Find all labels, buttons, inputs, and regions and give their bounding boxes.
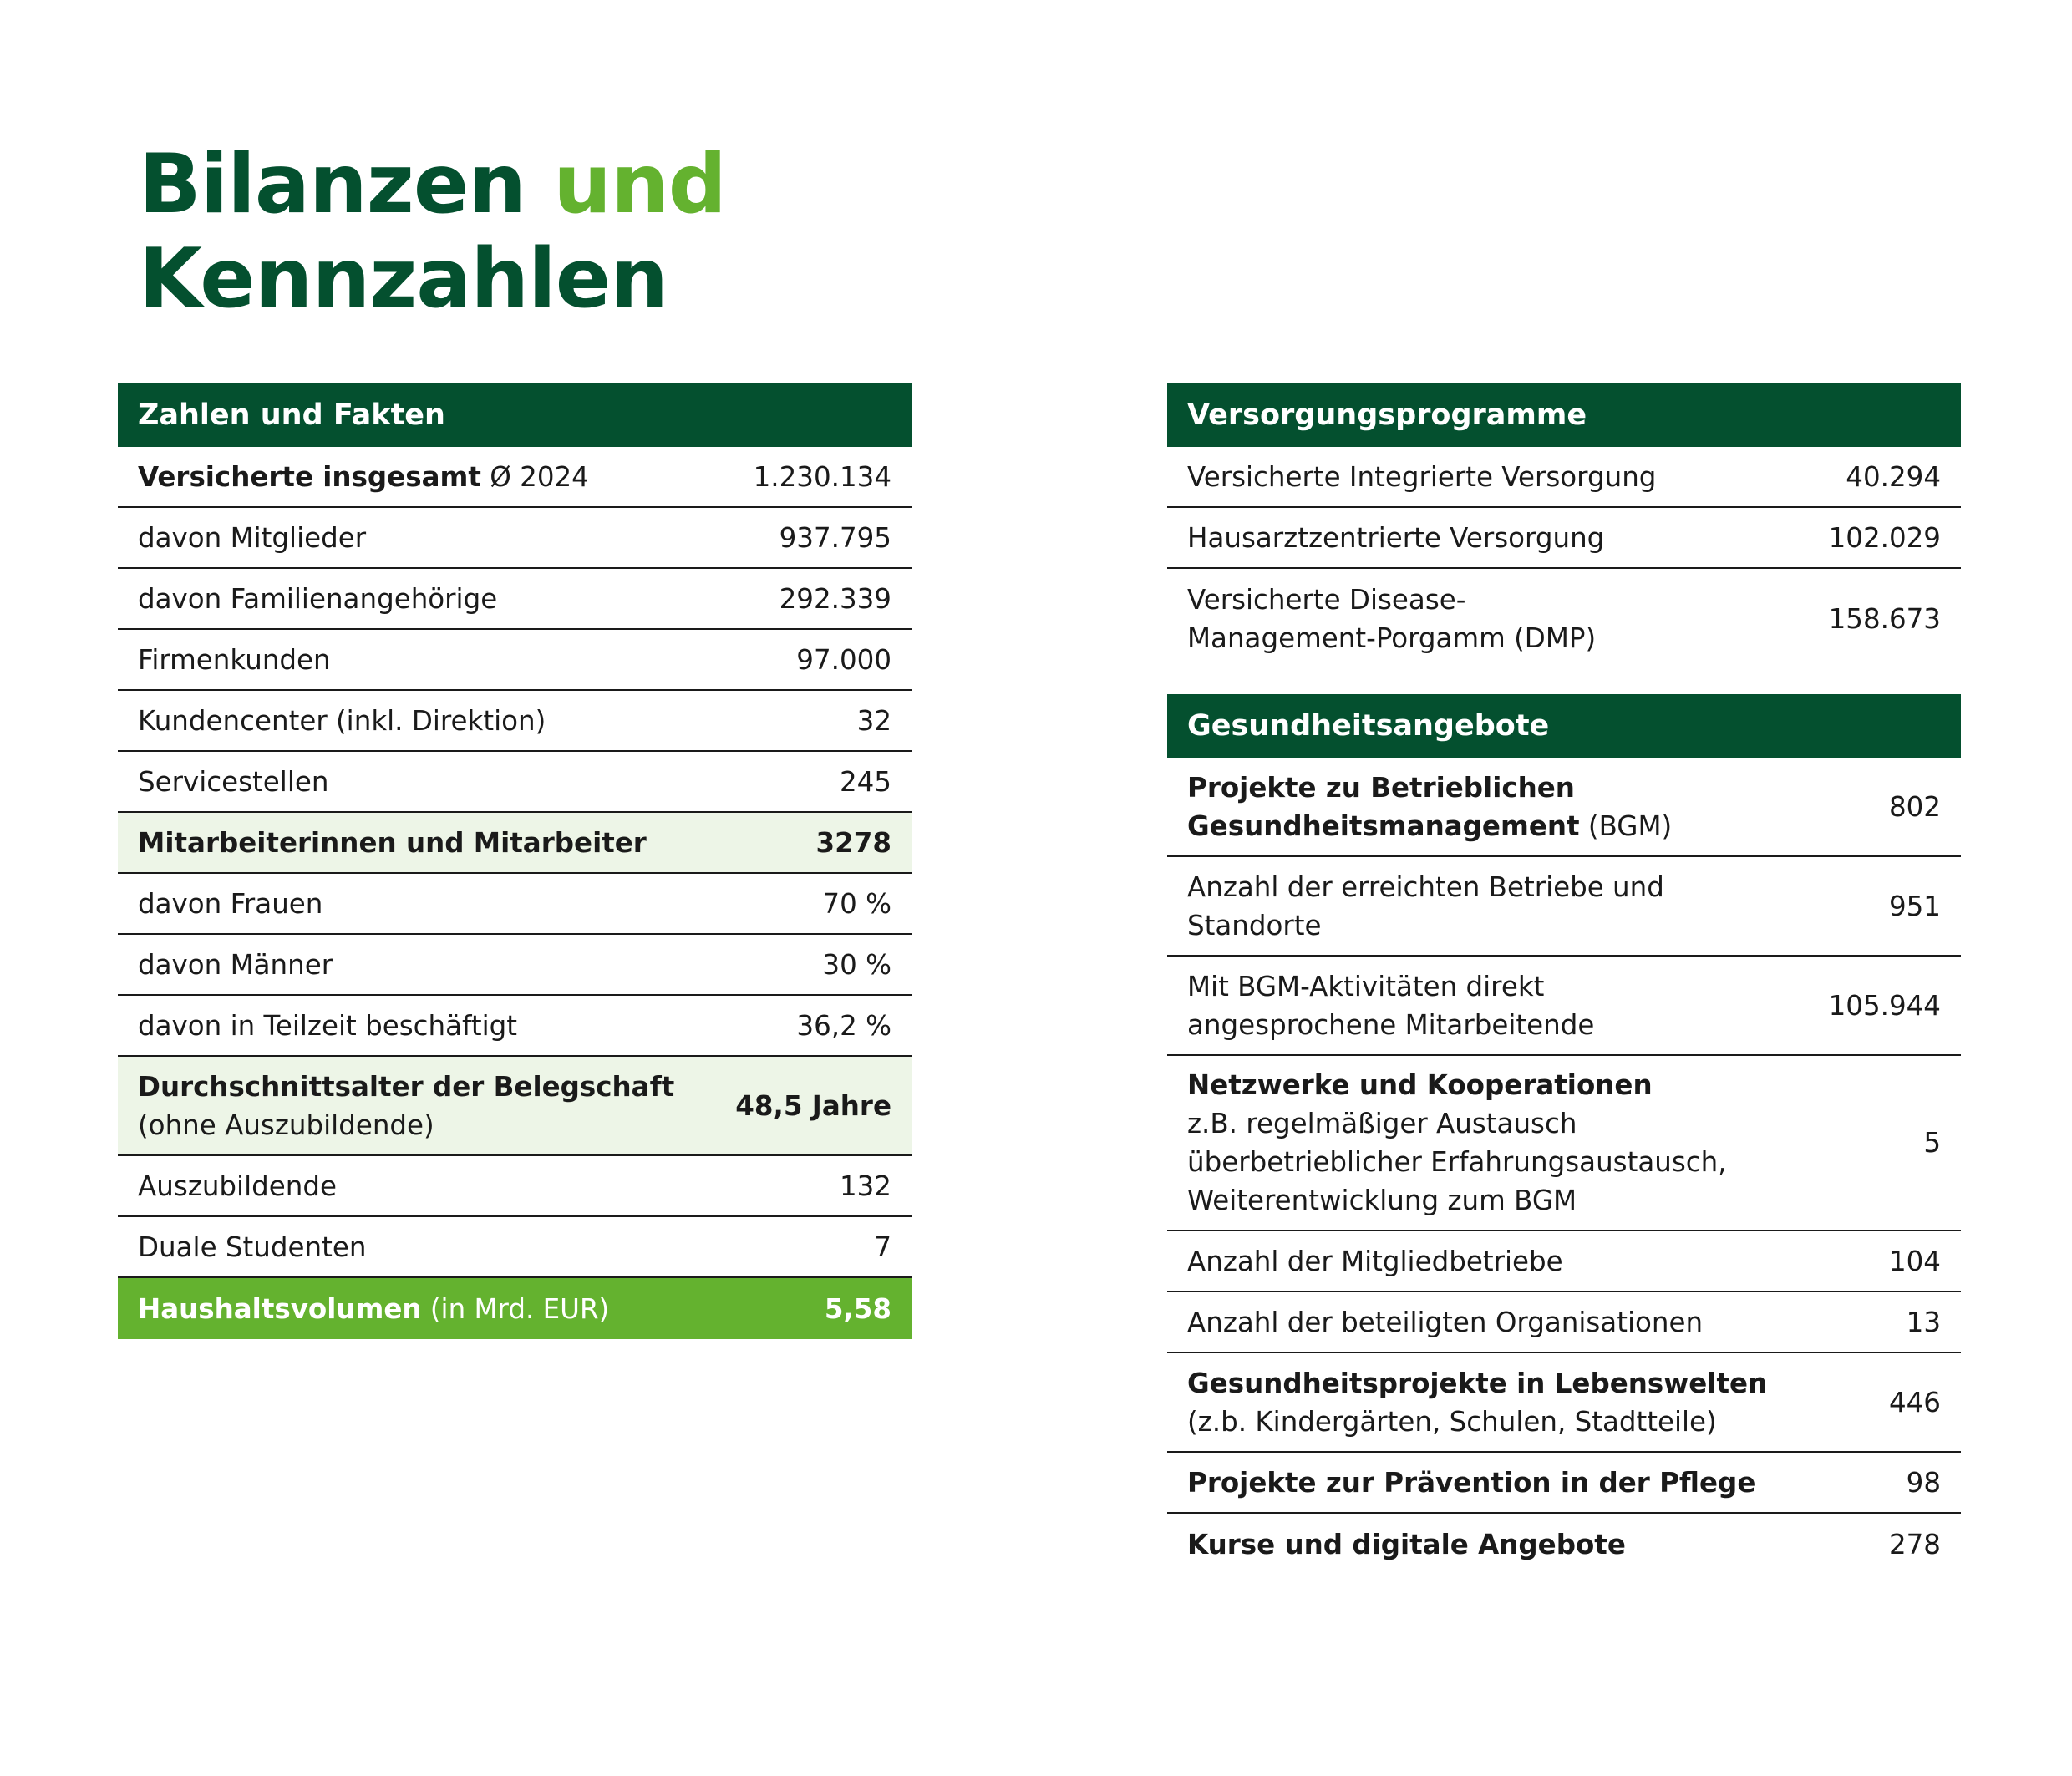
row-value: 30 %	[822, 948, 891, 981]
row-value: 7	[874, 1231, 891, 1263]
row-label: davon in Teilzeit beschäftigt	[138, 1009, 518, 1042]
table-row	[1167, 1514, 1961, 1575]
row-value: 98	[1906, 1466, 1941, 1499]
row-label: Auszubildende	[138, 1170, 337, 1202]
table-row-total	[118, 1278, 912, 1339]
row-value: 104	[1888, 1245, 1941, 1277]
row-label: Haushaltsvolumen (in Mrd. EUR)	[138, 1292, 610, 1325]
table-header: Gesundheitsangebote	[1167, 694, 1961, 758]
table-row	[1167, 1231, 1961, 1292]
row-label: Gesundheitsprojekte in Lebenswelten (z.b. Kindergärten, Schulen, Stadtteile)	[1187, 1367, 1768, 1438]
row-label: davon Männer	[138, 948, 333, 981]
table-row	[1167, 1353, 1961, 1453]
row-label: Kurse und digitale Angebote	[1187, 1528, 1626, 1560]
row-label: davon Mitglieder	[138, 521, 367, 554]
table-row	[118, 447, 912, 508]
table-row-highlighted	[118, 813, 912, 874]
title-word-bilanzen: Bilanzen	[139, 137, 526, 232]
row-value: 5	[1923, 1127, 1941, 1159]
table-header: Versorgungsprogramme	[1167, 383, 1961, 447]
table-row	[118, 935, 912, 996]
table-row	[118, 630, 912, 691]
row-label: Servicestellen	[138, 765, 329, 798]
row-value: 132	[839, 1170, 891, 1202]
row-label: Versicherte Integrierte Versorgung	[1187, 460, 1657, 493]
title-word-kennzahlen: Kennzahlen	[139, 231, 668, 327]
table-row	[118, 996, 912, 1057]
row-value: 32	[856, 704, 891, 737]
table-row	[118, 1156, 912, 1217]
row-value: 937.795	[779, 521, 891, 554]
row-value: 97.000	[796, 643, 891, 676]
row-label: Projekte zu Betrieblichen Gesundheitsmanagement (BGM)	[1187, 771, 1673, 842]
gesundheitsangebote-table	[1167, 694, 1961, 1575]
row-label: Duale Studenten	[138, 1231, 367, 1263]
row-label: Hausarztzentrierte Versorgung	[1187, 521, 1605, 554]
table-row	[1167, 569, 1961, 668]
row-label: Projekte zur Prävention in der Pflege	[1187, 1466, 1756, 1499]
row-label: Mitarbeiterinnen und Mitarbeiter	[138, 826, 647, 859]
table-row	[1167, 857, 1961, 957]
row-label: Versicherte Disease- Management-Porgamm (DMP)	[1187, 583, 1597, 654]
table-row	[1167, 447, 1961, 508]
row-label: Versicherte insgesamt Ø 2024	[138, 460, 589, 493]
row-value: 3278	[815, 826, 891, 859]
row-value: 5,58	[824, 1292, 891, 1325]
row-value: 278	[1888, 1528, 1941, 1560]
table-row	[1167, 1056, 1961, 1231]
table-header: Zahlen und Fakten	[118, 383, 912, 447]
row-value: 36,2 %	[796, 1009, 891, 1042]
table-row	[1167, 508, 1961, 569]
row-value: 40.294	[1846, 460, 1941, 493]
row-value: 158.673	[1828, 602, 1941, 635]
row-value: 446	[1888, 1386, 1941, 1418]
row-label: Durchschnittsalter der Belegschaft (ohne Auszubildende)	[138, 1070, 675, 1141]
row-value: 802	[1888, 790, 1941, 823]
row-value: 245	[839, 765, 891, 798]
row-value: 292.339	[779, 582, 891, 615]
right-column	[1167, 383, 1961, 1575]
row-label: Netzwerke und Kooperationen z.B. regelmäßiger Austausch überbetrieblicher Erfahrungsaustausch, Weiterentwicklung zum BGM	[1187, 1069, 1727, 1216]
table-row	[1167, 1453, 1961, 1514]
row-value: 48,5 Jahre	[735, 1089, 891, 1122]
row-label: davon Frauen	[138, 887, 323, 920]
versorgungsprogramme-table	[1167, 383, 1961, 668]
row-value: 13	[1906, 1306, 1941, 1338]
table-row	[118, 569, 912, 630]
row-label: Firmenkunden	[138, 643, 331, 676]
table-row	[1167, 1292, 1961, 1353]
row-label: Anzahl der beteiligten Organisationen	[1187, 1306, 1704, 1338]
row-label: Anzahl der Mitgliedbetriebe	[1187, 1245, 1563, 1277]
table-row	[118, 508, 912, 569]
row-label: Anzahl der erreichten Betriebe und Standorte	[1187, 870, 1664, 941]
table-row	[1167, 758, 1961, 857]
row-value: 102.029	[1828, 521, 1941, 554]
table-row-highlighted	[118, 1057, 912, 1156]
row-value: 951	[1888, 890, 1941, 922]
row-value: 105.944	[1828, 989, 1941, 1022]
zahlen-und-fakten-table	[118, 383, 912, 1339]
table-row	[1167, 957, 1961, 1056]
row-value: 1.230.134	[753, 460, 891, 493]
row-label: davon Familienangehörige	[138, 582, 498, 615]
table-row	[118, 752, 912, 813]
row-label: Kundencenter (inkl. Direktion)	[138, 704, 546, 737]
page-title	[139, 138, 726, 327]
table-row	[118, 874, 912, 935]
table-row	[118, 691, 912, 752]
row-label: Mit BGM-Aktivitäten direkt angesprochene Mitarbeitende	[1187, 970, 1595, 1041]
row-value: 70 %	[822, 887, 891, 920]
table-row	[118, 1217, 912, 1278]
title-word-und: und	[553, 137, 726, 232]
